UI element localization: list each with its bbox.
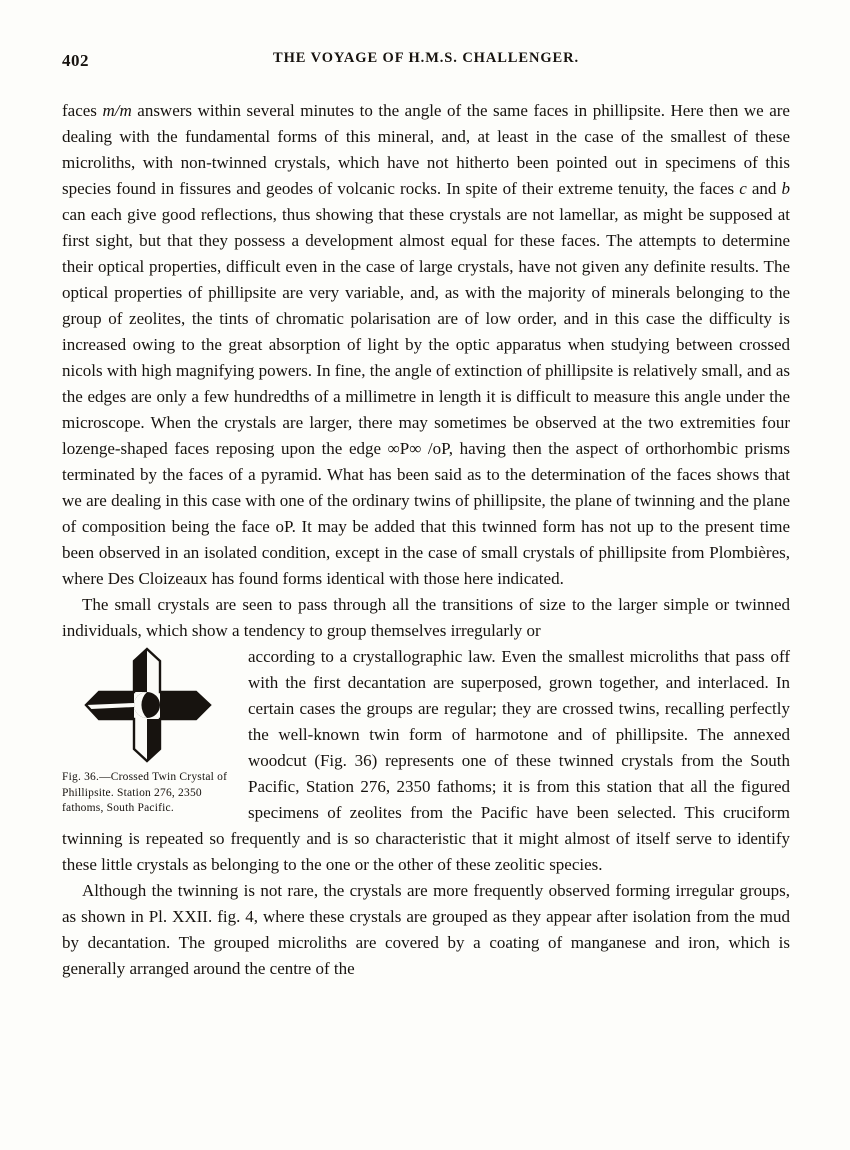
text-run-italic: c (739, 179, 747, 198)
running-title: THE VOYAGE OF H.M.S. CHALLENGER. (273, 50, 579, 66)
paragraph-1 (62, 98, 790, 592)
text-run-italic: m/m (102, 101, 132, 120)
text-run-italic: b (781, 179, 790, 198)
crossed-twin-crystal-icon (84, 647, 212, 763)
text-run: faces (62, 101, 103, 120)
figure-caption: Fig. 36.—Crossed Twin Crystal of Phillipsite. Station 276, 2350 fathoms, South Pacific. (62, 771, 228, 814)
paragraph-2-wrap (62, 644, 790, 878)
figure-36 (62, 647, 234, 817)
text-run: answers within several minutes to the angle of the same faces in phillipsite. Here then we are dealing with the fundamental forms of this mineral, and, at least in the case of the smallest of these microliths, with non-twinned crystals, which have not hitherto been pointed out in specimens of this species found in fissures and geodes of volcanic rocks. In spite of their extreme tenuity, the faces (62, 101, 790, 198)
text-run: Although the twinning is not rare, the crystals are more frequently observed forming irregular groups, as shown in Pl. XXII. fig. 4, where these crystals are grouped as they appear after isolation from the mud by decantation. The grouped microliths are covered by a coating of manganese and iron, which is generally arranged around the centre of the (62, 881, 790, 978)
text-run: can each give good reflections, thus showing that these crystals are not lamellar, as might be supposed at first sight, but that they possess a development almost equal for these faces. The attempts to determine their optical properties, difficult even in the case of large crystals, have not given any definite results. The optical properties of phillipsite are very variable, and, as with the majority of minerals belonging to the group of zeolites, the tints of chromatic polarisation are of low order, and in this case the difficulty is increased owing to the great absorption of light by the optic apparatus when studying between crossed nicols with high magnifying powers. In fine, the angle of extinction of phillipsite is relatively small, and as the edges are only a few hundredths of a millimetre in length it is difficult to measure this angle under the microscope. When the crystals are larger, there may sometimes be observed at the two extremities four lozenge-shaped faces reposing upon the edge ∞P∞ /oP, having then the aspect of orthorhombic prisms terminated by the faces of a pyramid. What has been said as to the determination of the faces shows that we are dealing in this case with one of the ordinary twins of phillipsite, the plane of twinning and the plane of composition being the face oP. It may be added that this twinned form has not up to the present time been observed in an isolated condition, except in the case of small crystals of phillipsite from Plombières, where Des Cloizeaux has found forms identical with those here indicated. (62, 205, 790, 588)
page-body (62, 98, 790, 982)
text-run: and (746, 179, 782, 198)
text-run: according to a crystallographic law. Even the smallest microliths that pass off with the first decantation are superposed, grown together, and interlaced. In certain cases the groups are regular; they are crossed twins, recalling perfectly the well-known twin form of harmotone and of phillipsite. The annexed woodcut (Fig. 36) represents one of these twinned crystals from the South Pacific, Station 276, 2350 fathoms; it is from this station that all the figured specimens of zeolites from the Pacific have been selected. This cruciform twinning is repeated so frequently and is so characteristic that it might almost of itself serve to identify these little crystals as belonging to the one or the other of these zeolitic species. (62, 647, 790, 874)
text-run: The small crystals are seen to pass through all the transitions of size to the larger simple or twinned individuals, which show a tendency to group themselves irregularly or (62, 595, 790, 640)
paragraph-3 (62, 878, 790, 982)
page-header (62, 50, 790, 74)
page-number: 402 (62, 51, 89, 70)
paragraph-2-lead (62, 592, 790, 644)
